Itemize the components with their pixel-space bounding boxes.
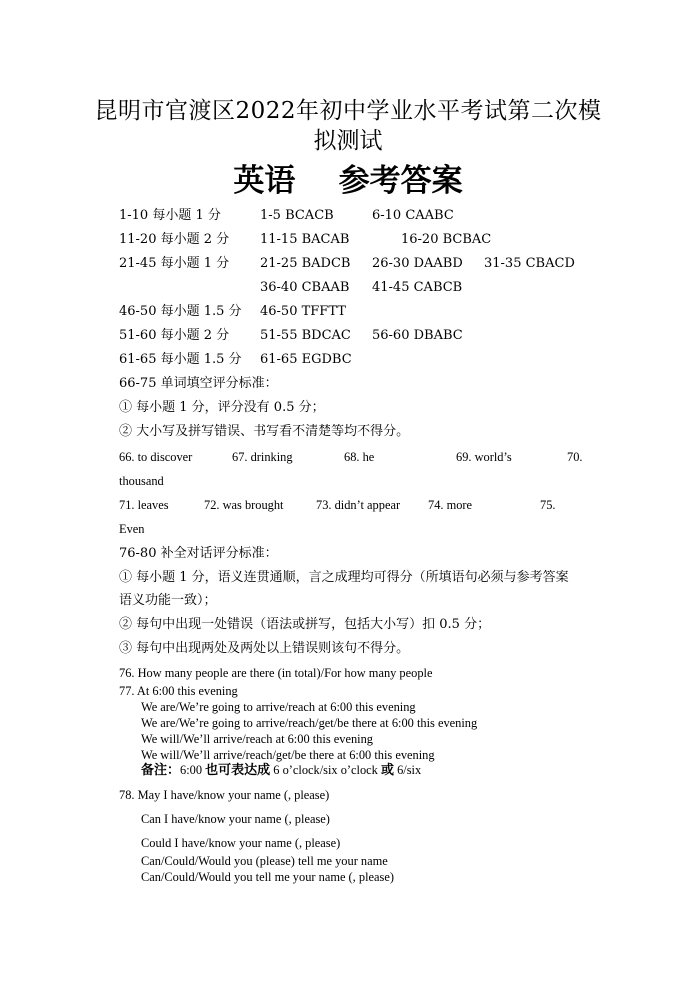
section-heading: 66-75 单词填空评分标准： [119,376,278,391]
note-forms: 6 o’clock/six o’clock [270,763,381,777]
scoring-rule: ① 每小题 1 分，评分没有 0.5 分； [119,400,325,415]
note-mid: 也可表达成 [205,763,271,778]
answer-item: Even [119,522,145,536]
row-label: 11-20 每小题 2 分 [119,232,230,247]
answer-line: We are/We’re going to arrive/reach at 6:00 this evening [141,700,416,714]
answer-item: 69. world’s [456,450,512,464]
row-label: 61-65 每小题 1.5 分 [119,352,242,367]
answer-line: 78. May I have/know your name (, please) [119,788,330,802]
page-title-line1: 昆明市官渡区2022年初中学业水平考试第二次模 [94,98,602,124]
scoring-rule: ② 大小写及拼写错误、书写看不清楚等均不得分。 [119,424,410,439]
row-label: 46-50 每小题 1.5 分 [119,304,242,319]
answer-item: 71. leaves [119,498,169,512]
note-end: 6/six [393,763,422,777]
row-answer: 26-30 DAABD [372,256,463,271]
answer-line: We will/We’ll arrive/reach at 6:00 this evening [141,732,373,746]
answer-line: We will/We’ll arrive/reach/get/be there at 6:00 this evening [141,748,435,762]
row-label: 51-60 每小题 2 分 [119,328,230,343]
answer-item: thousand [119,474,164,488]
row-answer: 61-65 EGDBC [260,352,352,367]
row-label: 21-45 每小题 1 分 [119,256,230,271]
answer-line: Can I have/know your name (, please) [141,812,330,826]
row-answer: 36-40 CBAAB [260,280,350,295]
answer-item: 67. drinking [232,450,293,464]
answer-item: 75. [540,498,556,512]
row-answer: 51-55 BDCAC [260,328,351,343]
answer-item: 70. [567,450,583,464]
note-time: 6:00 [180,763,206,777]
answer-item: 74. more [428,498,473,512]
answer-76: 76. How many people are there (in total)/For how many people [119,666,433,680]
answer-note [141,762,421,780]
page-title-subject: 英语 参考答案 [233,163,463,199]
answer-line: Can/Could/Would you tell me your name (, please) [141,870,394,884]
answer-line: We are/We’re going to arrive/reach/get/be there at 6:00 this evening [141,716,478,730]
answer-line: Could I have/know your name (, please) [141,836,341,850]
scoring-rule: ② 每句中出现一处错误（语法或拼写，包括大小写）扣 0.5 分； [119,617,491,632]
answer-item: 72. was brought [204,498,284,512]
answer-item: 66. to discover [119,450,193,464]
scoring-rule: ① 每小题 1 分，语义连贯通顺，言之成理均可得分（所填语句必须与参考答案 [119,570,569,585]
row-answer: 56-60 DBABC [372,328,463,343]
row-answer: 21-25 BADCB [260,256,351,271]
scoring-rule: ③ 每句中出现两处及两处以上错误则该句不得分。 [119,641,410,656]
scoring-rule: 语义功能一致）； [119,593,217,608]
answer-item: 68. he [344,450,375,464]
row-answer: 1-5 BCACB [260,208,334,223]
note-or: 或 [380,763,394,778]
row-label: 1-10 每小题 1 分 [119,208,221,223]
section-heading: 76-80 补全对话评分标准： [119,546,278,561]
row-answer: 46-50 TFFTT [260,304,346,319]
row-answer: 6-10 CAABC [372,208,454,223]
answer-line: 77. At 6:00 this evening [119,684,238,698]
answer-line: Can/Could/Would you (please) tell me your name [141,854,388,868]
row-answer: 41-45 CABCB [372,280,463,295]
row-answer: 31-35 CBACD [484,256,575,271]
row-answer: 16-20 BCBAC [401,232,492,247]
page-title-line2: 拟测试 [313,128,383,154]
answer-item: 73. didn’t appear [316,498,401,512]
row-answer: 11-15 BACAB [260,232,350,247]
note-label: 备注： [141,763,181,778]
